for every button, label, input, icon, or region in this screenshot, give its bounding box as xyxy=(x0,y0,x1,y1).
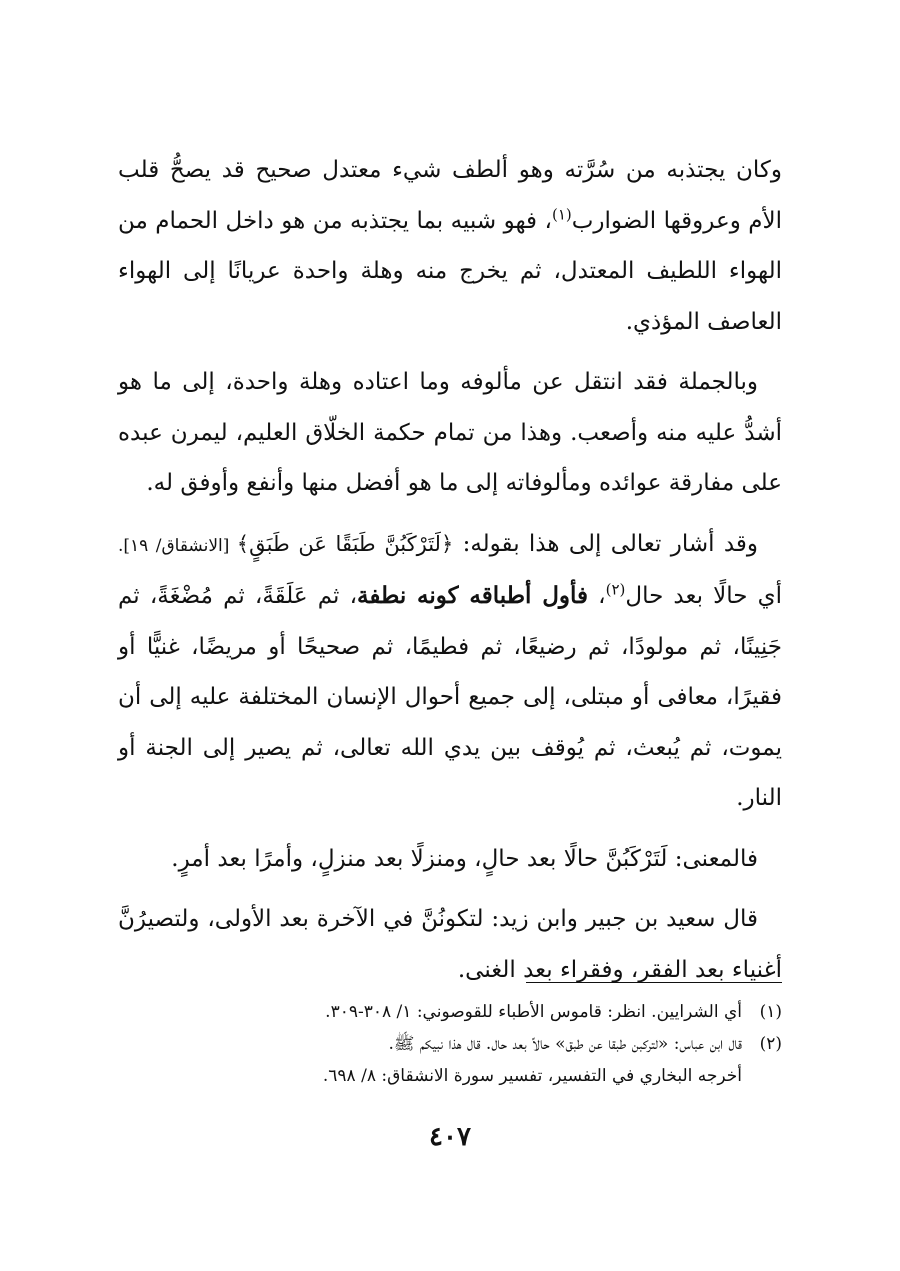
footnote-divider xyxy=(526,982,782,983)
footnote-1-number: (١) xyxy=(759,1002,782,1022)
paragraph-4: فالمعنى: لَتَرْكَبُنَّ حالًا بعد حالٍ، ومنزلًا بعد منزلٍ، وأمرًا بعد أمرٍ. xyxy=(171,845,758,872)
paragraph-1-text-cont: ، فهو شبيه بما يجتذبه من هو داخل الحمام من الهواء اللطيف المعتدل، ثم يخرج منه وهلة واحدة عريانًا إلى الهواء العاصف المؤذي. xyxy=(118,207,782,335)
paragraph-3-sep: ، xyxy=(588,583,606,609)
paragraph-1 xyxy=(118,145,782,347)
bold-phrase: فأول أطباقه كونه نطفة xyxy=(357,582,589,609)
paragraph-1-text: وكان يجتذبه من سُرَّته وهو ألطف شيء معتدل صحيح قد يصحُّ قلب الأم وعروقها الضوارب xyxy=(118,157,783,234)
footnote-2-continuation: أخرجه البخاري في التفسير، تفسير سورة الانشقاق: ٨/ ٦٩٨. xyxy=(322,1066,742,1086)
footnote-1-text: أي الشرايين. انظر: قاموس الأطباء للقوصوني: ١/ ٣٠٨-٣٠٩. xyxy=(325,1002,742,1022)
page-number: ٤٠٧ xyxy=(429,1122,471,1152)
paragraph-2: وبالجملة فقد انتقل عن مألوفه وما اعتاده وهلة واحدة، إلى ما هو أشدُّ عليه منه وأصعب. وهذا من تمام حكمة الخلّاق العليم، ليمرن عبده على مفارقة عوائده ومألوفاته إلى ما هو أفضل منها وأنفع وأوفق له. xyxy=(118,369,782,496)
quran-verse: ﴿لَتَرْكَبُنَّ طَبَقًا عَن طَبَقٍ﴾ xyxy=(236,531,454,556)
footnote-1 xyxy=(118,996,782,1028)
paragraph-3-rest: ، ثم عَلَقَةً، ثم مُضْغَةً، ثم جَنِينًا، ثم مولودًا، ثم رضيعًا، ثم فطيمًا، ثم صحيحًا أو مريضًا، غنيًّا أو فقيرًا، معافى أو مبتلى، إلى جميع أحوال الإنسان المختلفة عليه إلى أن يموت، ثم يُبعث، ثم يُوقف بين يدي الله تعالى، ثم يصير إلى الجنة أو النار. xyxy=(118,583,782,811)
verse-citation: [الانشقاق/ ١٩]. xyxy=(118,535,237,556)
footnote-ref-2[interactable]: (٢) xyxy=(605,580,626,599)
paragraph-5: قال سعيد بن جبير وابن زيد: لتكونُنَّ في الآخرة بعد الأولى، ولتصيرُنَّ أغنياء بعد الفقر، وفقراء بعد الغنى. xyxy=(118,906,782,983)
footnotes xyxy=(118,996,782,1092)
footnote-2-text: قال ابن عباس: «لتركبن طبقا عن طبق» حالاً بعد حال. قال هذا نبيكم ﷺ. xyxy=(388,1034,742,1054)
footnote-ref-1[interactable]: (١) xyxy=(551,204,572,223)
paragraph-3-intro: وقد أشار تعالى إلى هذا بقوله: xyxy=(453,530,758,557)
paragraph-3-start: أي حالًا بعد حال xyxy=(625,583,782,609)
footnote-2 xyxy=(118,1028,782,1060)
paragraph-3 xyxy=(118,519,782,824)
footnote-2-number: (٢) xyxy=(759,1034,782,1054)
main-text xyxy=(118,145,782,1005)
